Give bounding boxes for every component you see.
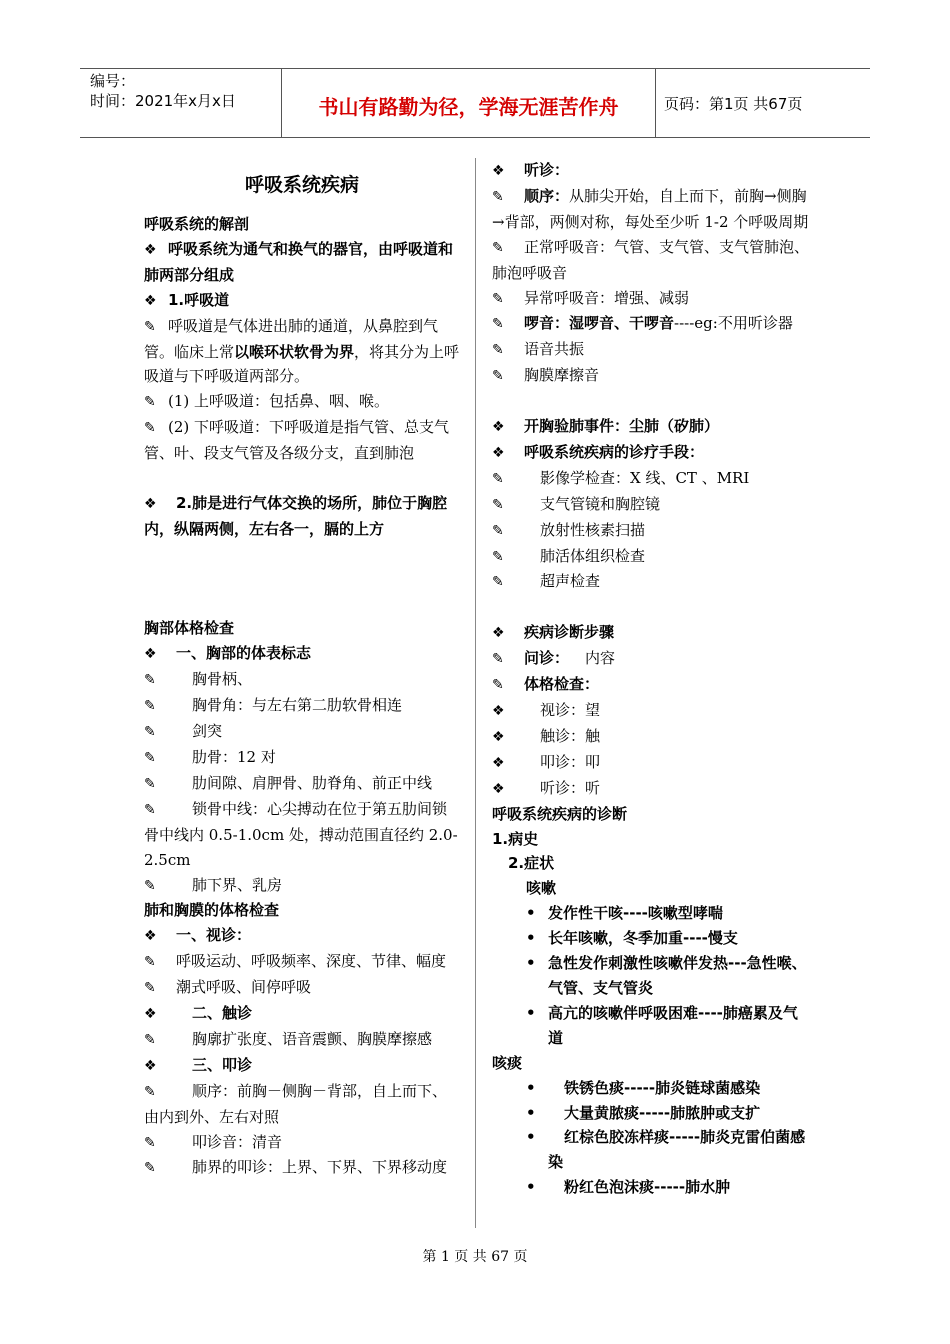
bullet-item: ✎ 胸骨角：与左右第二肋软骨相连: [144, 696, 403, 715]
bullet-item: ❖ 疾病诊断步骤: [492, 623, 615, 642]
bullet-item: ✎ 支气管镜和胸腔镜: [492, 494, 661, 513]
bullet-item: ❖ 2.肺是进行气体交换的场所，肺位于胸腔内，纵隔两侧，左右各一，膈的上方: [144, 493, 448, 538]
bullet-item: ✎ 剑突: [144, 722, 223, 741]
bullet-item: ✎ 肺界的叩诊：上界、下界、下界移动度: [144, 1158, 448, 1177]
bullet-item: ✎ 胸骨柄、: [144, 670, 253, 689]
section-heading: 胸部体格检查: [144, 619, 235, 638]
bullet-item: ❖ 开胸验肺事件：尘肺（矽肺）: [492, 417, 720, 436]
right-column: [492, 158, 810, 1200]
bullet-item: ✎ 肺活体组织检查: [492, 546, 646, 565]
bullet-item: ❖ 一、胸部的体表标志: [144, 644, 312, 663]
bullet-item: ✎ 叩诊音：清音: [144, 1132, 283, 1151]
bullet-item: ✎ 体格检查：: [492, 675, 600, 694]
header-page-info: 页码：第1页 共67页: [664, 95, 803, 113]
list-item: • 高亢的咳嗽伴呼吸困难----肺癌累及气道: [526, 1003, 798, 1047]
bullet-item: ✎ 啰音：湿啰音、干啰音----eg:不用听诊器: [492, 314, 793, 333]
bullet-item: ✎ 超声检查: [492, 572, 601, 591]
section-heading: 呼吸系统疾病的诊断: [492, 804, 628, 823]
section-heading: 咳嗽: [526, 879, 557, 898]
header-divider: [655, 69, 656, 137]
section-heading: 呼吸系统的解剖: [144, 215, 250, 233]
bullet-item: ✎ 呼吸运动、呼吸频率、深度、节律、幅度: [144, 952, 447, 971]
bullet-item: ✎ 肺下界、乳房: [144, 875, 283, 894]
bullet-item: ❖ 呼吸系统为通气和换气的器官，由呼吸道和肺两部分组成: [144, 239, 454, 284]
bullet-item: ✎ 语音共振: [492, 340, 585, 359]
page-title: 呼吸系统疾病: [244, 174, 359, 196]
bullet-item: ✎ 放射性核素扫描: [492, 520, 646, 539]
bullet-item: ✎ 影像学检查：X 线、CT 、MRI: [492, 468, 750, 487]
bullet-item: ✎ 异常呼吸音：增强、减弱: [492, 288, 690, 307]
bullet-item: ❖ 1.呼吸道: [144, 290, 230, 309]
section-heading: 咳痰: [492, 1053, 523, 1072]
bullet-item: ❖ 三、叩诊: [144, 1055, 253, 1074]
list-item: • 发作性干咳----咳嗽型哮喘: [526, 904, 723, 923]
bullet-item: ✎ 锁骨中线：心尖搏动在位于第五肋间锁骨中线内 0.5-1.0cm 处，搏动范围直径约 2.0-2.5cm: [144, 799, 458, 869]
bullet-item: ✎ (1) 上呼吸道：包括鼻、咽、喉。: [144, 392, 390, 411]
section-heading: 1.病史: [492, 829, 539, 848]
bullet-item: ❖ 听诊：: [492, 161, 570, 179]
list-item: • 长年咳嗽，冬季加重----慢支: [526, 929, 738, 948]
bullet-item: ❖ 一、视诊：: [144, 926, 252, 945]
bullet-item: ✎ 问诊： 内容: [492, 649, 616, 668]
document-header: [80, 68, 870, 138]
header-left-cell: [90, 71, 236, 111]
bullet-item: ✎ 肋间隙、肩胛骨、肋脊角、前正中线: [144, 773, 433, 792]
list-item: • 红棕色胶冻样痰-----肺炎克雷伯菌感染: [526, 1128, 806, 1172]
bullet-item: ✎ 肋骨：12 对: [144, 747, 276, 766]
bullet-item: ✎ 顺序：从肺尖开始，自上而下，前胸→侧胸→背部，两侧对称，每处至少听 1-2 个呼吸周期: [492, 186, 809, 231]
date-line: 时间：2021年x月x日: [90, 92, 236, 110]
list-item: • 急性发作刺激性咳嗽伴发热---急性喉、气管、支气管炎: [526, 954, 807, 997]
bullet-item: ❖ 听诊：听: [492, 778, 601, 797]
bullet-item: ✎ (2) 下呼吸道：下呼吸道是指气管、总支气管、叶、段支气管及各级分支，直到肺泡: [144, 418, 450, 463]
bullet-item: ✎ 正常呼吸音：气管、支气管、支气管肺泡、肺泡呼吸音: [492, 237, 810, 282]
bullet-item: ❖ 触诊：触: [492, 726, 601, 745]
bullet-item: ✎ 呼吸道是气体进出肺的通道，从鼻腔到气管。临床上常以喉环状软骨为界，将其分为上呼吸道与下呼吸道两部分。: [144, 316, 460, 386]
code-label: 编号：: [90, 72, 136, 90]
bullet-item: ✎ 胸膜摩擦音: [492, 366, 600, 385]
bullet-item: ❖ 视诊：望: [492, 701, 601, 719]
list-item: • 铁锈色痰-----肺炎链球菌感染: [526, 1078, 761, 1097]
section-heading: 2.症状: [508, 854, 555, 873]
column-divider: [475, 158, 476, 1228]
list-item: • 大量黄脓痰-----肺脓肿或支扩: [526, 1103, 761, 1122]
bullet-item: ❖ 叩诊：叩: [492, 752, 601, 771]
bullet-item: ✎ 顺序：前胸－侧胸－背部，自上而下、由内到外、左右对照: [144, 1081, 448, 1126]
section-heading: 肺和胸膜的体格检查: [144, 901, 280, 920]
page-footer: 第 1 页 共 67 页: [422, 1249, 528, 1265]
bullet-item: ❖ 二、触诊: [144, 1004, 253, 1023]
bullet-item: ✎ 潮式呼吸、间停呼吸: [144, 978, 312, 997]
list-item: • 粉红色泡沫痰-----肺水肿: [526, 1178, 731, 1197]
bullet-item: ❖ 呼吸系统疾病的诊疗手段：: [492, 442, 705, 461]
left-column: [144, 158, 460, 1181]
header-motto: 书山有路勤为径，学海无涯苦作舟: [318, 95, 619, 119]
bullet-item: ✎ 胸廓扩张度、语音震颤、胸膜摩擦感: [144, 1029, 433, 1048]
